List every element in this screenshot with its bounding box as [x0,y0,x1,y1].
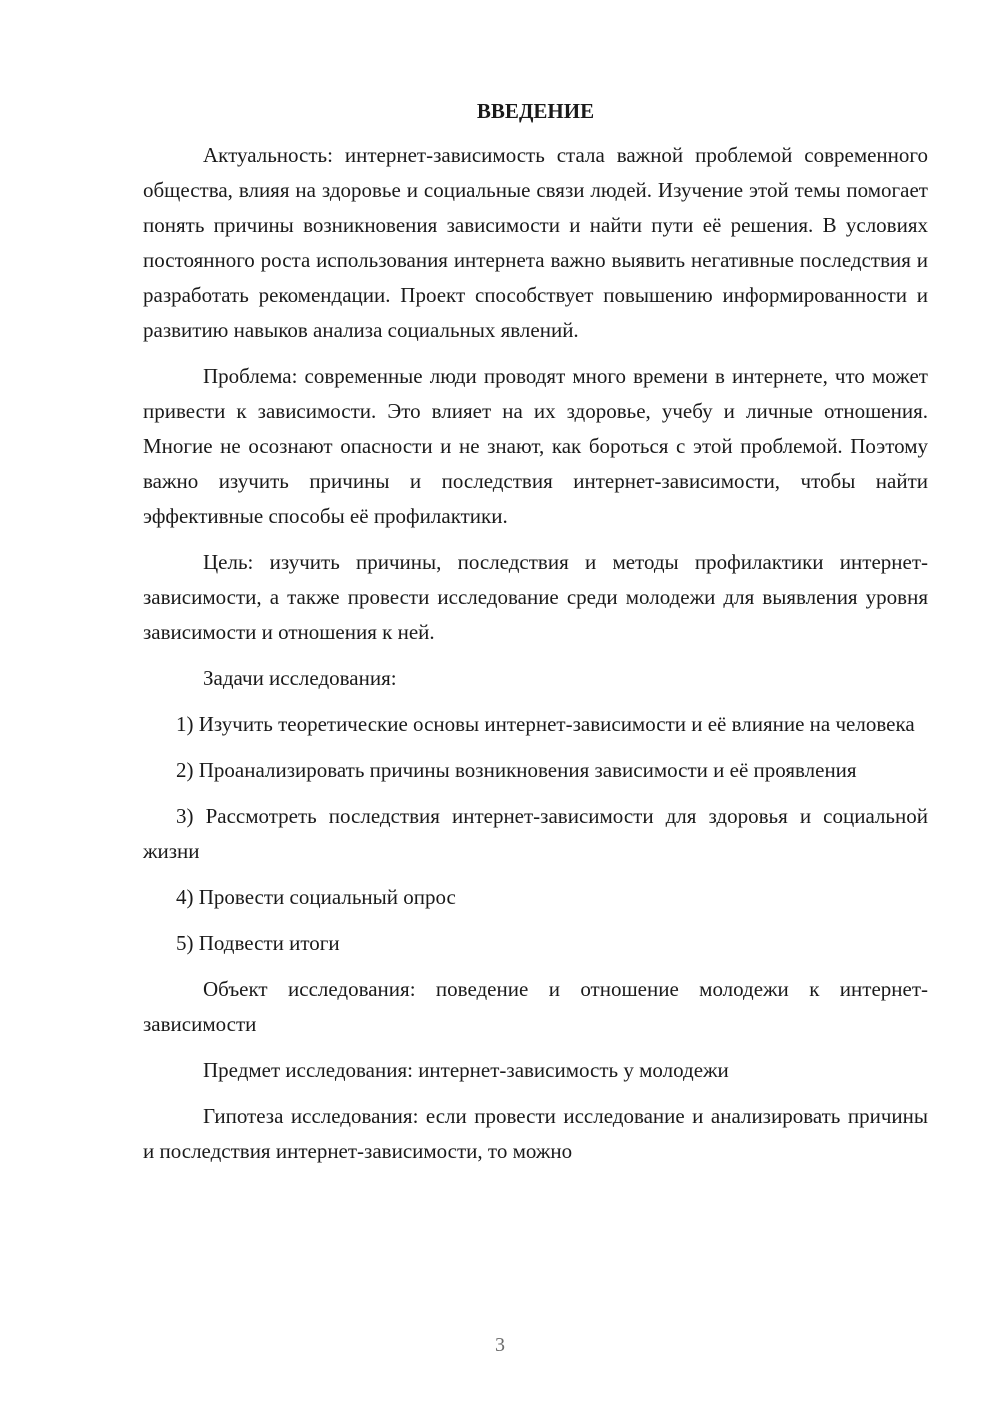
list-item: 3) Рассмотреть последствия интернет-зависимости для здоровья и социальной жизни [143,804,928,863]
list-item: 2) Проанализировать причины возникновения зависимости и её проявления [176,758,857,782]
goal-paragraph: Цель: изучить причины, последствия и методы профилактики интернет-зависимости, а также провести исследование среди молодежи для выявления уровня зависимости и отношения к ней. [143,550,928,644]
page-number: 3 [495,1334,505,1356]
tasks-heading: Задачи исследования: [203,666,397,690]
hypothesis-paragraph: Гипотеза исследования: если провести исследование и анализировать причины и последствия интернет-зависимости, то можно [143,1104,928,1163]
object-paragraph: Объект исследования: поведение и отношение молодежи к интернет-зависимости [143,977,928,1036]
list-item: 4) Провести социальный опрос [176,885,456,909]
document-page [143,96,928,1169]
section-title: ВВЕДЕНИЕ [476,99,595,123]
list-item: 1) Изучить теоретические основы интернет-зависимости и её влияние на человека [176,712,915,736]
problem-paragraph: Проблема: современные люди проводят много времени в интернете, что может привести к зависимости. Это влияет на их здоровье, учебу и личные отношения. Многие не осознают опасности и не знают, как бороться с этой проблемой. Поэтому важно изучить причины и последствия интернет-зависимости, чтобы найти эффективные способы её профилактики. [143,364,928,528]
tasks-list [143,707,928,961]
relevance-paragraph: Актуальность: интернет-зависимость стала важной проблемой современного общества, влияя на здоровье и социальные связи людей. Изучение этой темы помогает понять причины возникновения зависимости и найти пути её решения. В условиях постоянного роста использования интернета важно выявить негативные последствия и разработать рекомендации. Проект способствует повышению информированности и развитию навыков анализа социальных явлений. [143,143,928,342]
subject-paragraph: Предмет исследования: интернет-зависимость у молодежи [203,1058,729,1082]
list-item: 5) Подвести итоги [176,931,340,955]
